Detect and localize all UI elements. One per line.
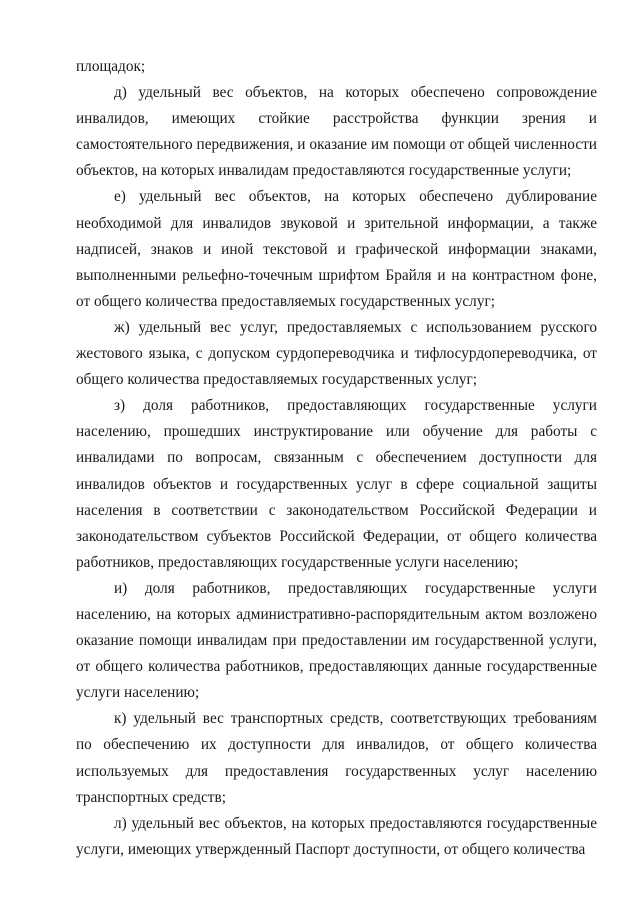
paragraph-continuation: площадок; xyxy=(76,58,146,75)
paragraph-item-i: и) доля работников, предоставляющих государственные услуги населению, на которых административно-распорядительным актом возложено оказание помощи инвалидам при предоставлении им государственной услуги, от общего количества работников, предоставляющих данные государственные услуги населению; xyxy=(76,579,597,702)
document-body xyxy=(76,54,597,863)
paragraph-item-z: з) доля работников, предоставляющих государственные услуги населению, прошедших инструктирование или обучение для работы с инвалидами по вопросам, связанным с обеспечением доступности для инвалидов объектов и государственных услуг в сфере социальной защиты населения в соответствии с законодательством Российской Федерации и законодательством субъектов Российской Федерации, от общего количества работников, предоставляющих государственные услуги населению; xyxy=(76,397,597,571)
paragraph-item-zh: ж) удельный вес услуг, предоставляемых с использованием русского жестового языка, с допуском сурдопереводчика и тифлосурдопереводчика, от общего количества предоставляемых государственных услуг; xyxy=(76,318,597,389)
paragraph-item-l: л) удельный вес объектов, на которых предоставляются государственные услуги, имеющих утвержденный Паспорт доступности, от общего количества xyxy=(76,814,597,858)
paragraph-item-d: д) удельный вес объектов, на которых обеспечено сопровождение инвалидов, имеющих стойкие расстройства функции зрения и самостоятельного передвижения, и оказание им помощи от общей численности объектов, на которых инвалидам предоставляются государственные услуги; xyxy=(76,84,597,180)
paragraph-item-k: к) удельный вес транспортных средств, соответствующих требованиям по обеспечению их доступности для инвалидов, от общего количества используемых для предоставления государственных услуг населению транспортных средств; xyxy=(76,710,597,806)
paragraph-item-e: е) удельный вес объектов, на которых обеспечено дублирование необходимой для инвалидов звуковой и зрительной информации, а также надписей, знаков и иной текстовой и графической информации знаками, выполненными рельефно-точечным шрифтом Брайля и на контрастном фоне, от общего количества предоставляемых государственных услуг; xyxy=(76,188,597,310)
